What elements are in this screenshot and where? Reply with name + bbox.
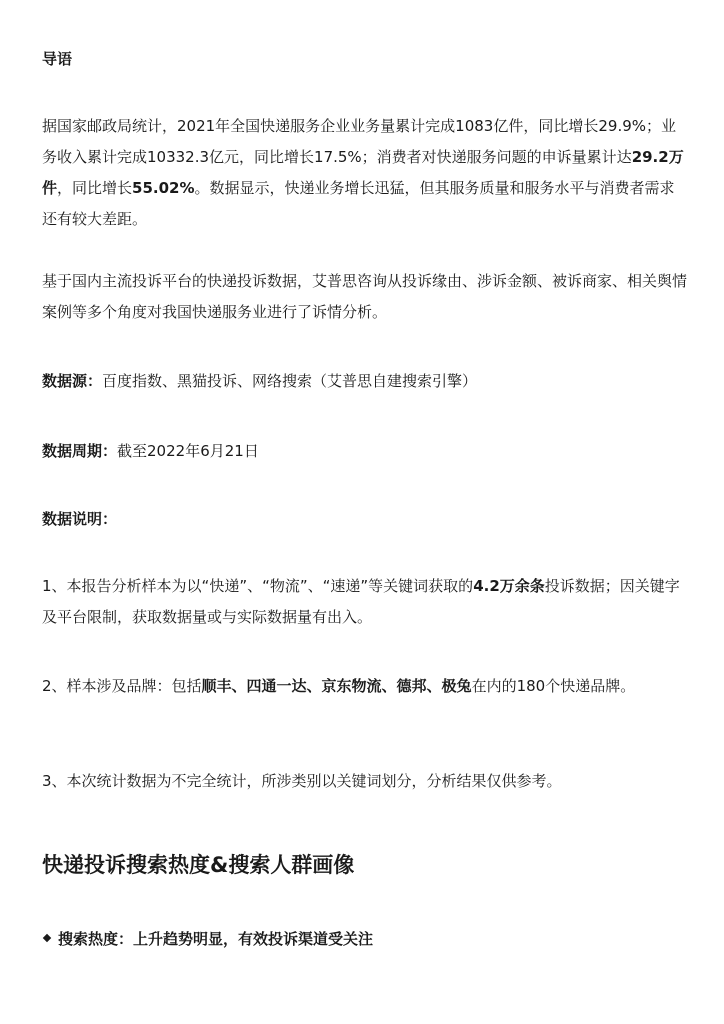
label: 数据源： (42, 372, 103, 390)
data-source (42, 366, 688, 397)
value: 截至2022年6月21日 (117, 442, 259, 460)
bold-text: 顺丰、四通一达、京东物流、德邦、极兔 (201, 677, 472, 695)
text: 据国家邮政局统计，2021年全国快递服务企业业务量累计完成1083亿件，同比增长29.9%；业务收入累计完成10332.3亿元，同比增长17.5%；消费者对快递服务问题的申诉量累计达 (42, 117, 677, 166)
intro-title (42, 44, 688, 75)
intro-title-text: 导语 (42, 50, 73, 68)
text: 2、样本涉及品牌：包括 (42, 677, 202, 695)
label: 数据说明： (42, 510, 118, 528)
data-period (42, 436, 688, 467)
note-3: 3、本次统计数据为不完全统计，所涉类别以关键词划分，分析结果仅供参考。 (42, 772, 562, 790)
note-1 (42, 571, 688, 633)
section-title: 快递投诉搜索热度&搜索人群画像 (42, 853, 355, 877)
bold-text: 55.02% (132, 179, 195, 197)
paragraph-basis: 基于国内主流投诉平台的快递投诉数据，艾普思咨询从投诉缘由、涉诉金额、被诉商家、相关舆情案例等多个角度对我国快递服务业进行了诉情分析。 (42, 272, 688, 321)
bold-text: 4.2万余条 (473, 577, 545, 595)
text: 1、本报告分析样本为以“快递”、“物流”、“速递”等关键词获取的 (42, 577, 474, 595)
value: 百度指数、黑猫投诉、网络搜索（艾普思自建搜索引擎） (102, 372, 478, 390)
data-notes-label (42, 504, 688, 535)
paragraph-stats (42, 111, 688, 235)
label: 数据周期： (42, 442, 118, 460)
bullet-heading (42, 924, 688, 955)
bold-text: 29.2万件 (42, 148, 684, 197)
text: 。数据显示，快递业务增长迅猛，但其服务质量和服务水平与消费者需求还有较大差距。 (42, 179, 675, 228)
note-2 (42, 671, 688, 702)
text: ，同比增长 (57, 179, 133, 197)
bullet-text: 搜索热度：上升趋势明显，有效投诉渠道受关注 (42, 930, 373, 948)
text: 在内的180个快递品牌。 (471, 677, 636, 695)
text: 投诉数据；因关键字及平台限制，获取数据量或与实际数据量有出入。 (42, 577, 680, 626)
